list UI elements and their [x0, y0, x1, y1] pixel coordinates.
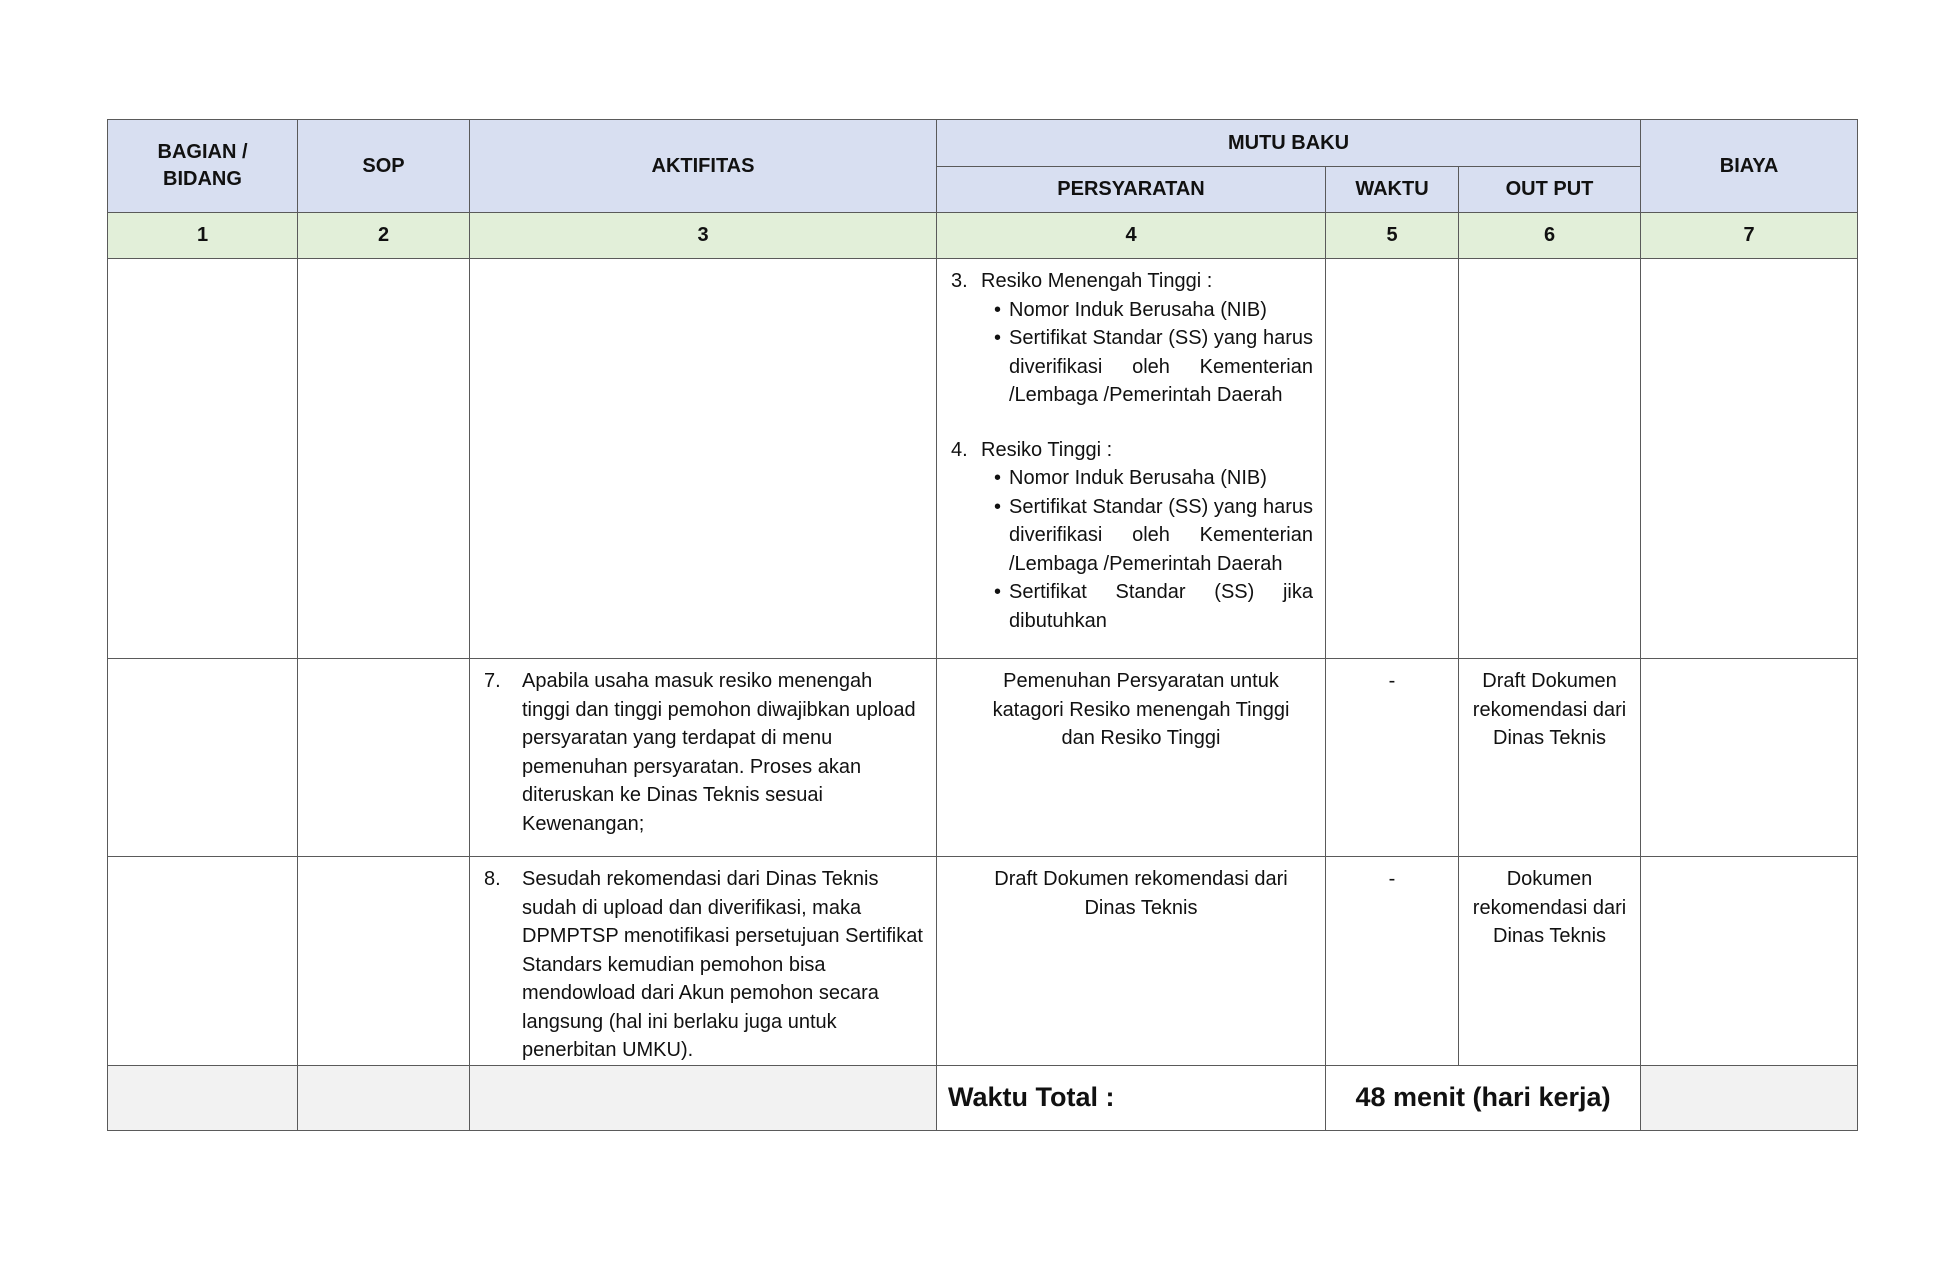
column-number: 3 — [470, 213, 937, 259]
cell-bagian — [108, 857, 298, 1066]
total-label: Waktu Total : — [937, 1065, 1326, 1130]
header-bagian-bidang-label: BAGIAN / BIDANG — [157, 141, 248, 190]
requirement-number: 3. — [951, 270, 968, 292]
cell-aktifitas — [470, 259, 937, 659]
requirement-group — [951, 267, 1313, 410]
step-output: Dokumen rekomendasi dari Dinas Teknis — [1472, 868, 1627, 947]
cell-aktifitas — [470, 1065, 937, 1130]
list-item-text: Nomor Induk Berusaha (NIB) — [1009, 298, 1267, 321]
total-value: 48 menit (hari kerja) — [1326, 1065, 1641, 1130]
total-row — [108, 1065, 1858, 1130]
step-number: 7. — [484, 670, 501, 692]
cell-sop — [298, 259, 470, 659]
header-aktifitas: AKTIFITAS — [470, 120, 937, 213]
list-item-text: Sertifikat Standar (SS) yang harus diverifikasi oleh Kementerian /Lembaga /Pemerintah Daerah — [1009, 495, 1313, 575]
cell-persyaratan — [937, 659, 1326, 857]
column-number: 6 — [1459, 213, 1641, 259]
header-bagian-bidang — [108, 120, 298, 213]
cell-output — [1459, 659, 1641, 857]
cell-output — [1459, 857, 1641, 1066]
requirement-title: Resiko Tinggi : — [981, 438, 1113, 461]
list-item-text: Nomor Induk Berusaha (NIB) — [1009, 467, 1267, 489]
column-number: 2 — [298, 213, 470, 259]
requirement-group — [951, 436, 1313, 636]
requirement-title: Resiko Menengah Tinggi : — [981, 270, 1213, 292]
cell-biaya — [1641, 659, 1858, 857]
cell-aktifitas — [470, 857, 937, 1066]
cell-biaya — [1641, 1065, 1858, 1130]
table-row — [108, 659, 1858, 857]
cell-sop — [298, 1065, 470, 1130]
header-mutu-baku: MUTU BAKU — [937, 120, 1641, 167]
cell-biaya — [1641, 857, 1858, 1066]
column-number: 1 — [108, 213, 298, 259]
cell-aktifitas — [470, 659, 937, 857]
list-item — [951, 493, 1313, 579]
header-output: OUT PUT — [1459, 167, 1641, 213]
step-activity: Sesudah rekomendasi dari Dinas Teknis sudah di upload dan diverifikasi, maka DPMPTSP menotifikasi persetujuan Sertifikat Standars kemudian pemohon bisa mendowload dari Akun pemohon secara langsung (hal ini berlaku juga untuk penerbitan UMKU). — [522, 868, 923, 1061]
step-activity: Apabila usaha masuk resiko menengah tinggi dan tinggi pemohon diwajibkan upload persyaratan yang terdapat di menu pemenuhan persyaratan. Proses akan diteruskan ke Dinas Teknis sesuai Kewenangan; — [522, 670, 916, 835]
cell-waktu — [1326, 857, 1459, 1066]
cell-biaya — [1641, 259, 1858, 659]
column-number-row — [108, 213, 1858, 259]
step-time: - — [1388, 868, 1396, 890]
requirement-number: 4. — [951, 438, 968, 461]
list-item — [951, 324, 1313, 410]
sop-table — [107, 119, 1858, 1131]
list-item — [951, 578, 1313, 635]
header-persyaratan: PERSYARATAN — [937, 167, 1326, 213]
bullet-icon: • — [994, 495, 1002, 518]
column-number: 7 — [1641, 213, 1858, 259]
list-item-text: Sertifikat Standar (SS) jika dibutuhkan — [1009, 581, 1313, 632]
step-requirement: Pemenuhan Persyaratan untuk katagori Resiko menengah Tinggi dan Resiko Tinggi — [992, 670, 1290, 749]
list-item — [951, 464, 1313, 493]
step-number: 8. — [484, 868, 501, 890]
cell-bagian — [108, 259, 298, 659]
cell-bagian — [108, 1065, 298, 1130]
header-biaya: BIAYA — [1641, 120, 1858, 213]
list-item — [951, 296, 1313, 325]
cell-waktu — [1326, 259, 1459, 659]
bullet-icon: • — [994, 298, 1002, 321]
step-output: Draft Dokumen rekomendasi dari Dinas Teknis — [1472, 670, 1627, 749]
cell-bagian — [108, 659, 298, 857]
step-time: - — [1388, 670, 1396, 692]
cell-persyaratan — [937, 857, 1326, 1066]
step-requirement: Draft Dokumen rekomendasi dari Dinas Teknis — [994, 868, 1288, 919]
header-sop: SOP — [298, 120, 470, 213]
bullet-icon: • — [994, 467, 1002, 489]
cell-waktu — [1326, 659, 1459, 857]
cell-sop — [298, 659, 470, 857]
header-row — [108, 120, 1858, 167]
column-number: 5 — [1326, 213, 1459, 259]
header-waktu: WAKTU — [1326, 167, 1459, 213]
bullet-icon: • — [994, 327, 1002, 349]
column-number: 4 — [937, 213, 1326, 259]
table-row — [108, 857, 1858, 1066]
cell-output — [1459, 259, 1641, 659]
cell-persyaratan — [937, 259, 1326, 659]
list-item-text: Sertifikat Standar (SS) yang harus diverifikasi oleh Kementerian /Lembaga /Pemerintah Daerah — [1009, 327, 1313, 406]
bullet-icon: • — [994, 581, 1002, 603]
table-row — [108, 259, 1858, 659]
cell-sop — [298, 857, 470, 1066]
